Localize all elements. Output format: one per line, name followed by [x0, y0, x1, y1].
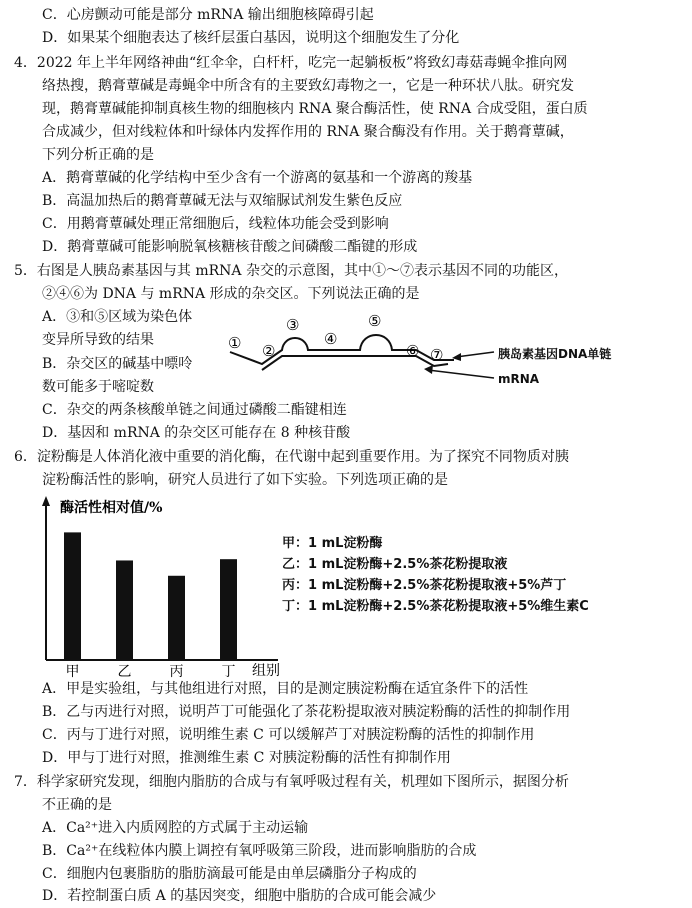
q4-option-b: B．高温加热后的鹅膏蕈碱无法与双缩脲试剂发生紫色反应: [42, 193, 403, 209]
x-tick-label-3: 丁: [221, 664, 236, 680]
q5-option-b-1: B．杂交区的碱基中嘌呤: [42, 356, 193, 372]
q4-option-d: D．鹅膏蕈碱可能影响脱氧核糖核苷酸之间磷酸二酯键的形成: [42, 239, 418, 255]
x-axis-label: 组别: [252, 663, 280, 679]
q7-option-d: D．若控制蛋白质 A 的基因突变，细胞中脂肪的合成可能会减少: [42, 888, 437, 904]
region-2-label: ②: [262, 342, 276, 360]
region-7-label: ⑦: [430, 346, 444, 364]
bar-0: [64, 532, 81, 660]
legend-jia: 甲：1 mL淀粉酶: [282, 536, 383, 551]
x-tick-label-2: 丙: [169, 664, 184, 680]
q7-stem-1: 7．科学家研究发现，细胞内脂肪的合成与有氧呼吸过程有关，机理如下图所示，据图分析: [14, 774, 569, 790]
q7-stem-2: 不正确的是: [42, 797, 112, 813]
region-1-label: ①: [228, 334, 242, 352]
q5-option-d: D．基因和 mRNA 的杂交区可能存在 8 种核苷酸: [42, 425, 351, 441]
bar-1: [116, 560, 133, 660]
q3-option-d: D．如果某个细胞表达了核纤层蛋白基因，说明这个细胞发生了分化: [42, 30, 460, 46]
region-6-label: ⑥: [406, 342, 420, 360]
dna-strand-label: 胰岛素基因DNA单链: [498, 347, 612, 361]
q6-option-a: A．甲是实验组，与其他组进行对照，目的是测定胰淀粉酶在适宜条件下的活性: [42, 681, 529, 697]
mrna-label: mRNA: [498, 372, 540, 386]
q5-stem-1: 5．右图是人胰岛素基因与其 mRNA 杂交的示意图，其中①～⑦表示基因不同的功能区，: [14, 263, 568, 279]
q6-option-b: B．乙与丙进行对照，说明芦丁可能强化了茶花粉提取液对胰淀粉酶的活性的抑制作用: [42, 704, 571, 720]
q4-stem-1: 4．2022 年上半年网络神曲“红伞伞，白杆杆，吃完一起躺板板”将致幻毒菇毒蝇伞推向网: [14, 55, 568, 71]
q6-option-d: D．甲与丁进行对照，推测维生素 C 对胰淀粉酶的活性有抑制作用: [42, 750, 451, 766]
q4-stem-4: 合成减少，但对线粒体和叶绿体内发挥作用的 RNA 聚合酶没有作用。关于鹅膏蕈碱，: [42, 124, 574, 140]
q5-option-a-2: 变异所导致的结果: [42, 332, 154, 348]
q7-option-a: A．Ca²⁺进入内质网腔的方式属于主动运输: [42, 820, 309, 836]
y-axis-label: 酶活性相对值/%: [60, 500, 163, 516]
q7-option-c: C．细胞内包裹脂肪的脂肪滴最可能是由单层磷脂分子构成的: [42, 866, 417, 882]
q5-stem-2: ②④⑥为 DNA 与 mRNA 形成的杂交区。下列说法正确的是: [42, 286, 420, 302]
legend-yi: 乙：1 mL淀粉酶+2.5%茶花粉提取液: [282, 557, 508, 572]
q4-stem-5: 下列分析正确的是: [42, 147, 154, 163]
x-tick-label-0: 甲: [65, 664, 80, 680]
q6-option-c: C．丙与丁进行对照，说明维生素 C 可以缓解芦丁对胰淀粉酶的活性的抑制作用: [42, 727, 535, 743]
q7-option-b: B．Ca²⁺在线粒体内膜上调控有氧呼吸第三阶段，进而影响脂肪的合成: [42, 843, 477, 859]
q5-option-b-2: 数可能多于嘧啶数: [42, 379, 154, 395]
q4-option-a: A．鹅膏蕈碱的化学结构中至少含有一个游离的氨基和一个游离的羧基: [42, 170, 473, 186]
legend-ding: 丁：1 mL淀粉酶+2.5%茶花粉提取液+5%维生素C: [282, 599, 589, 614]
q4-option-c: C．用鹅膏蕈碱处理正常细胞后，线粒体功能会受到影响: [42, 216, 389, 232]
q4-stem-3: 现，鹅膏蕈碱能抑制真核生物的细胞核内 RNA 聚合酶活性，使 RNA 合成受阻，蛋白质: [42, 101, 588, 117]
x-tick-label-1: 乙: [117, 664, 132, 680]
region-5-label: ⑤: [368, 312, 382, 330]
q5-option-a-1: A．③和⑤区域为染色体: [42, 309, 193, 325]
q4-stem-2: 络热搜，鹅膏蕈碱是毒蝇伞中所含有的主要致幻毒物之一，它是一种环状八肽。研究发: [42, 78, 574, 94]
region-4-label: ④: [324, 330, 338, 348]
q6-stem-2: 淀粉酶活性的影响，研究人员进行了如下实验。下列选项正确的是: [42, 472, 448, 488]
q6-stem-1: 6．淀粉酶是人体消化液中重要的消化酶，在代谢中起到重要作用。为了探究不同物质对胰: [14, 449, 569, 465]
region-3-label: ③: [286, 316, 300, 334]
enzyme-activity-chart: [0, 490, 320, 680]
q3-option-c: C．心房颤动可能是部分 mRNA 输出细胞核障碍引起: [42, 7, 374, 23]
legend-bing: 丙：1 mL淀粉酶+2.5%茶花粉提取液+5%芦丁: [282, 578, 567, 593]
bar-2: [168, 576, 185, 660]
bar-3: [220, 559, 237, 660]
y-axis-arrow: [42, 496, 50, 506]
q5-option-c: C．杂交的两条核酸单链之间通过磷酸二酯键相连: [42, 402, 347, 418]
